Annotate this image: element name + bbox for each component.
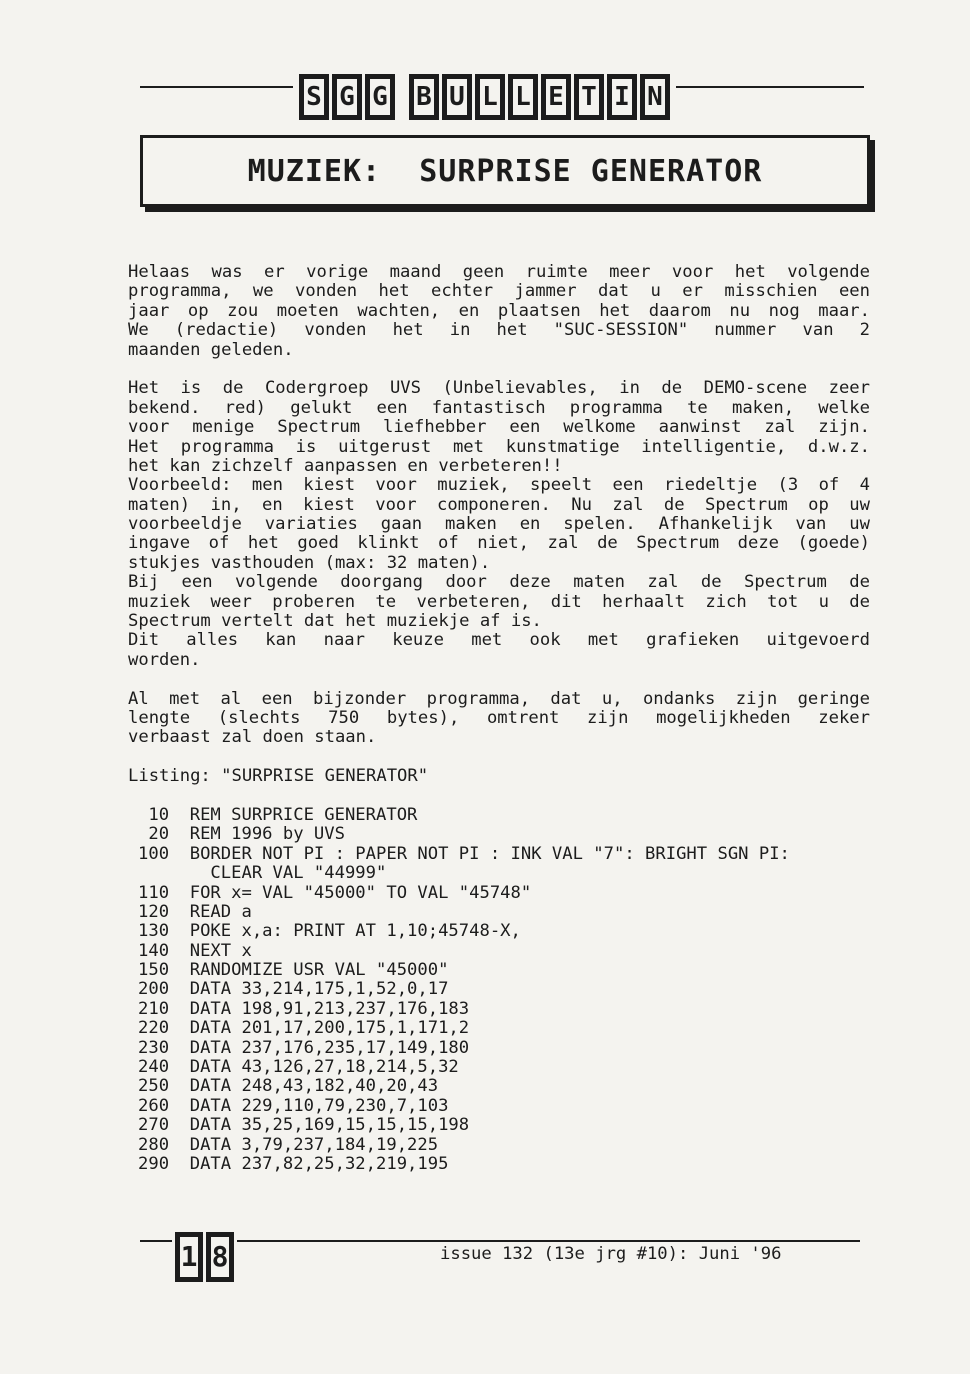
masthead-letter: T <box>574 74 604 120</box>
masthead-letter: G <box>365 74 395 120</box>
listing-title: Listing: "SURPRISE GENERATOR" <box>128 766 429 787</box>
text-line: Het programma is uitgerust met kunstmatige intelligentie, d.w.z. <box>128 436 870 457</box>
masthead-letter: G <box>332 74 362 120</box>
code-line: CLEAR VAL "44999" <box>138 863 387 884</box>
masthead-group-bulletin <box>409 74 670 118</box>
code-line: 120 READ a <box>138 901 252 922</box>
code-line: 240 DATA 43,126,27,18,214,5,32 <box>138 1057 459 1078</box>
article-title: MUZIEK: SURPRISE GENERATOR <box>247 153 763 189</box>
text-line: muziek weer proberen te verbeteren, dit herhaalt zich tot u de <box>128 591 870 612</box>
paragraph <box>128 690 870 748</box>
text-line: programma, we vonden het echter jammer dat u er misschien een <box>128 281 870 302</box>
text-line: Dit alles kan naar keuze met ook met grafieken uitgevoerd <box>128 630 870 651</box>
code-line: 150 RANDOMIZE USR VAL "45000" <box>138 960 449 981</box>
masthead-group-sgg <box>299 74 395 118</box>
text-line: ingave of het goed klinkt of niet, zal de Spectrum deze (goede) <box>128 533 870 554</box>
masthead <box>293 74 676 118</box>
masthead-letter: L <box>508 74 538 120</box>
basic-listing <box>128 806 870 1174</box>
text-line: jaar op zou moeten wachten, en plaatsen het daarom nu nog maar. <box>128 300 870 321</box>
text-line: maten) in, en kiest voor componeren. Nu zal de Spectrum op uw <box>128 494 870 515</box>
text-line: Bij een volgende doorgang door deze maten zal de Spectrum de <box>128 572 870 593</box>
text-line: het kan zichzelf aanpassen en verbeteren!! <box>128 455 563 476</box>
text-line: Het is de Codergroep UVS (Unbelievables, in de DEMO-scene zeer <box>128 378 870 399</box>
text-line: Al met al een bijzonder programma, dat u, ondanks zijn geringe <box>128 688 870 709</box>
code-line: 200 DATA 33,214,175,1,52,0,17 <box>138 979 449 1000</box>
code-line: 230 DATA 237,176,235,17,149,180 <box>138 1037 470 1058</box>
text-line: worden. <box>128 649 201 670</box>
masthead-letter: E <box>541 74 571 120</box>
issue-footer: issue 132 (13e jrg #10): Juni '96 <box>440 1244 782 1264</box>
code-line: 140 NEXT x <box>138 940 252 961</box>
masthead-letter: U <box>442 74 472 120</box>
text-line: voorbeeldje variaties gaan maken en spelen. Afhankelijk van uw <box>128 514 870 535</box>
article-title-box <box>140 135 870 207</box>
article-body <box>128 263 870 1174</box>
code-line: 110 FOR x= VAL "45000" TO VAL "45748" <box>138 882 532 903</box>
text-line: Helaas was er vorige maand geen ruimte meer voor het volgende <box>128 262 870 282</box>
page-number <box>172 1232 237 1282</box>
code-line: 250 DATA 248,43,182,40,20,43 <box>138 1076 439 1097</box>
code-line: 260 DATA 229,110,79,230,7,103 <box>138 1095 449 1116</box>
code-line: 20 REM 1996 by UVS <box>138 824 345 845</box>
code-line: 210 DATA 198,91,213,237,176,183 <box>138 998 470 1019</box>
paragraph <box>128 263 870 360</box>
text-line: maanden geleden. <box>128 339 294 360</box>
code-line: 220 DATA 201,17,200,175,1,171,2 <box>138 1018 470 1039</box>
code-line: 270 DATA 35,25,169,15,15,15,198 <box>138 1115 470 1136</box>
text-line: Voorbeeld: men kiest voor muziek, speelt een riedeltje (3 of 4 <box>128 475 870 496</box>
code-line: 290 DATA 237,82,25,32,219,195 <box>138 1153 449 1174</box>
text-line: verbaast zal doen staan. <box>128 727 377 748</box>
code-line: 280 DATA 3,79,237,184,19,225 <box>138 1134 439 1155</box>
text-line: stukjes vasthouden (max: 32 maten). <box>128 552 491 573</box>
text-line: bekend. red) gelukt een fantastisch programma te maken, welke <box>128 397 870 418</box>
code-line: 100 BORDER NOT PI : PAPER NOT PI : INK VAL "7": BRIGHT SGN PI: <box>138 843 790 864</box>
code-line: 130 POKE x,a: PRINT AT 1,10;45748-X, <box>138 921 521 942</box>
masthead-letter: N <box>640 74 670 120</box>
bottom-rule <box>140 1240 860 1242</box>
masthead-letter: L <box>475 74 505 120</box>
text-line: Spectrum vertelt dat het muziekje af is. <box>128 611 542 632</box>
text-line: We (redactie) vonden het in het "SUC-SESSION" nummer van 2 <box>128 320 870 341</box>
page-digit: 1 <box>175 1232 203 1282</box>
masthead-letter: I <box>607 74 637 120</box>
text-line: lengte (slechts 750 bytes), omtrent zijn mogelijkheden zeker <box>128 707 870 728</box>
paragraph <box>128 379 870 670</box>
masthead-letter: B <box>409 74 439 120</box>
page-digit: 8 <box>206 1232 234 1282</box>
masthead-letter: S <box>299 74 329 120</box>
code-line: 10 REM SURPRICE GENERATOR <box>138 804 418 825</box>
text-line: voor menige Spectrum liefhebber een welkome aanwinst zal zijn. <box>128 417 870 438</box>
